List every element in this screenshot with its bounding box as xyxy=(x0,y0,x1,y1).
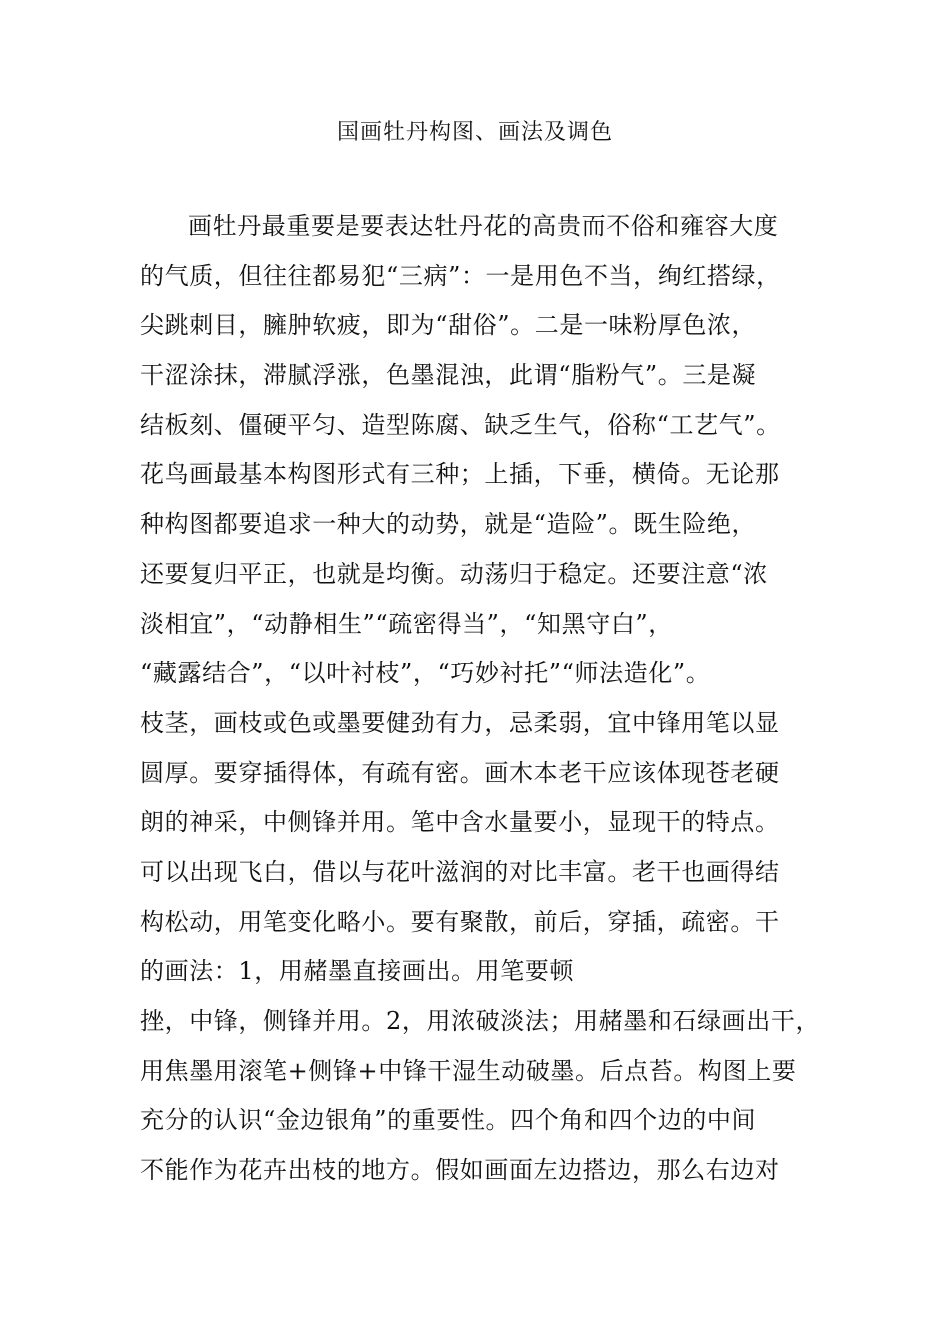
text-line: 挫，中锋，侧锋并用。2，用浓破淡法；用赭墨和石绿画出干， xyxy=(140,1007,821,1035)
text-line: 可以出现飞白，借以与花叶滋润的对比丰富。老干也画得结 xyxy=(140,857,780,886)
text-line: 还要复归平正，也就是均衡。动荡归于稳定。还要注意“浓 xyxy=(140,559,768,588)
text-line: 花鸟画最基本构图形式有三种；上插，下垂，横倚。无论那 xyxy=(140,460,780,489)
text-line: 画牡丹最重要是要表达牡丹花的高贵而不俗和雍容大度 xyxy=(188,212,779,240)
text-line: 结板刻、僵硬平匀、造型陈腐、缺乏生气，俗称“工艺气”。 xyxy=(140,410,781,439)
text-line: 种构图都要追求一种大的动势，就是“造险”。既生险绝， xyxy=(140,510,757,539)
text-line: 的气质，但往往都易犯“三病”：一是用色不当，绚红搭绿， xyxy=(140,261,781,290)
text-line: “藏露结合”，“以叶衬枝”，“巧妙衬托”“师法造化”。 xyxy=(140,659,711,688)
text-line: 的画法：1，用赭墨直接画出。用笔要顿 xyxy=(140,957,575,986)
text-line: 淡相宜”，“动静相生”“疏密得当”，“知黑守白”， xyxy=(140,609,673,638)
text-line: 枝茎，画枝或色或墨要健劲有力，忌柔弱，宜中锋用笔以显 xyxy=(140,708,780,737)
text-line: 干涩涂抹，滞腻浮涨，色墨混浊，此谓“脂粉气”。三是凝 xyxy=(140,361,757,390)
document-body xyxy=(140,207,860,1201)
text-line: 不能作为花卉出枝的地方。假如画面左边搭边，那么右边对 xyxy=(140,1156,780,1185)
text-line: 圆厚。要穿插得体，有疏有密。画木本老干应该体现苍老硬 xyxy=(140,758,780,787)
text-line: 朗的神采，中侧锋并用。笔中含水量要小，显现干的特点。 xyxy=(140,808,780,837)
text-line: 用焦墨用滚笔+侧锋+中锋干湿生动破墨。后点苔。构图上要 xyxy=(140,1056,797,1085)
text-line: 尖跳刺目，臃肿软疲，即为“甜俗”。二是一味粉厚色浓， xyxy=(140,311,757,340)
document-title: 国画牡丹构图、画法及调色 xyxy=(336,120,613,145)
text-line: 充分的认识“金边银角”的重要性。四个角和四个边的中间 xyxy=(140,1106,757,1135)
text-line: 构松动，用笔变化略小。要有聚散，前后，穿插，疏密。干 xyxy=(140,907,780,936)
